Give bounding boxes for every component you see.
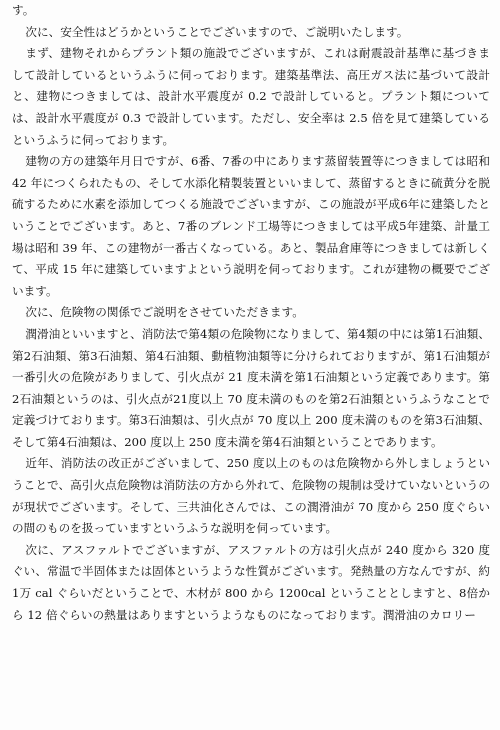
paragraph-asphalt: 次に、アスファルトでございますが、アスファルトの方は引火点が 240 度から 320 度ぐい、常温で半固体または固体というような性質がございます。発熱量の方なんですが、約1万 cal ぐらいだということで、木材が 800 から 1200cal ということとしますと、8倍から 12 倍ぐらいの熱量はありますというようなものになっております。潤滑油のカロリー bbox=[12, 542, 490, 622]
paragraph-lubricant-classes: 潤滑油といいますと、消防法で第4類の危険物になりまして、第4類の中には第1石油類、第2石油類、第3石油類、第4石油類、動植物油類等に分けられておりますが、第1石油類が一番引火の危険がありまして、引火点が 21 度未満を第1石油類という定義であります。第2石油類というのは、引火点が21度以上 70 度未満のものを第2石油類というふうなことで定義づけております。第3石油類は、引火点が 70 度以上 200 度未満のものを第3石油類、そして第4石油類は、200 度以上 250 度未満を第4石油類ということであります。 bbox=[12, 326, 490, 449]
paragraph-safety-intro: 次に、安全性はどうかということでございますので、ご説明いたします。 bbox=[25, 24, 409, 39]
document-body bbox=[12, 0, 490, 626]
paragraph-fire-law-revision: 近年、消防法の改正がございまして、250 度以上のものは危険物から外しましょうということで、高引火点危険物は消防法の方から外れて、危険物の規制は受けていないというのが現状でございます。そして、三共油化さんでは、この潤滑油が 70 度から 250 度ぐらいの間のものを扱っていますというふうな説明を伺っています。 bbox=[12, 456, 490, 536]
paragraph-hazmat-intro: 次に、危険物の関係でご説明をさせていただきます。 bbox=[25, 305, 304, 320]
paragraph-continuation: す。 bbox=[12, 3, 35, 17]
paragraph-building-dates: 建物の方の建築年月日ですが、6番、7番の中にあります蒸留装置等につきましては昭和 42 年につくられたもの、そして水添化精製装置といいまして、蒸留するときに硫黄分を脱硫するために水素を添加してつくる施設でございますが、この施設が平成6年に建築したということでございます。あと、7番のブレンド工場等につきましては平成5年建築、計量工場は昭和 39 年、この建物が一番古くなっている。あと、製品倉庫等につきましては新しくて、平成 15 年に建築していますよという説明を伺っております。これが建物の概要でございます。 bbox=[12, 154, 490, 298]
paragraph-seismic-design: まず、建物それからプラント類の施設でございますが、これは耐震設計基準に基づきまして設計しているというふうに伺っております。建築基準法、高圧ガス法に基づいて設計と、建物につきましては、設計水平震度が 0.2 で設計していると。プラント類については、設計水平震度が 0.3 で設計しています。ただし、安全率は 2.5 倍を見て建築しているというふうに伺っております。 bbox=[12, 46, 490, 147]
